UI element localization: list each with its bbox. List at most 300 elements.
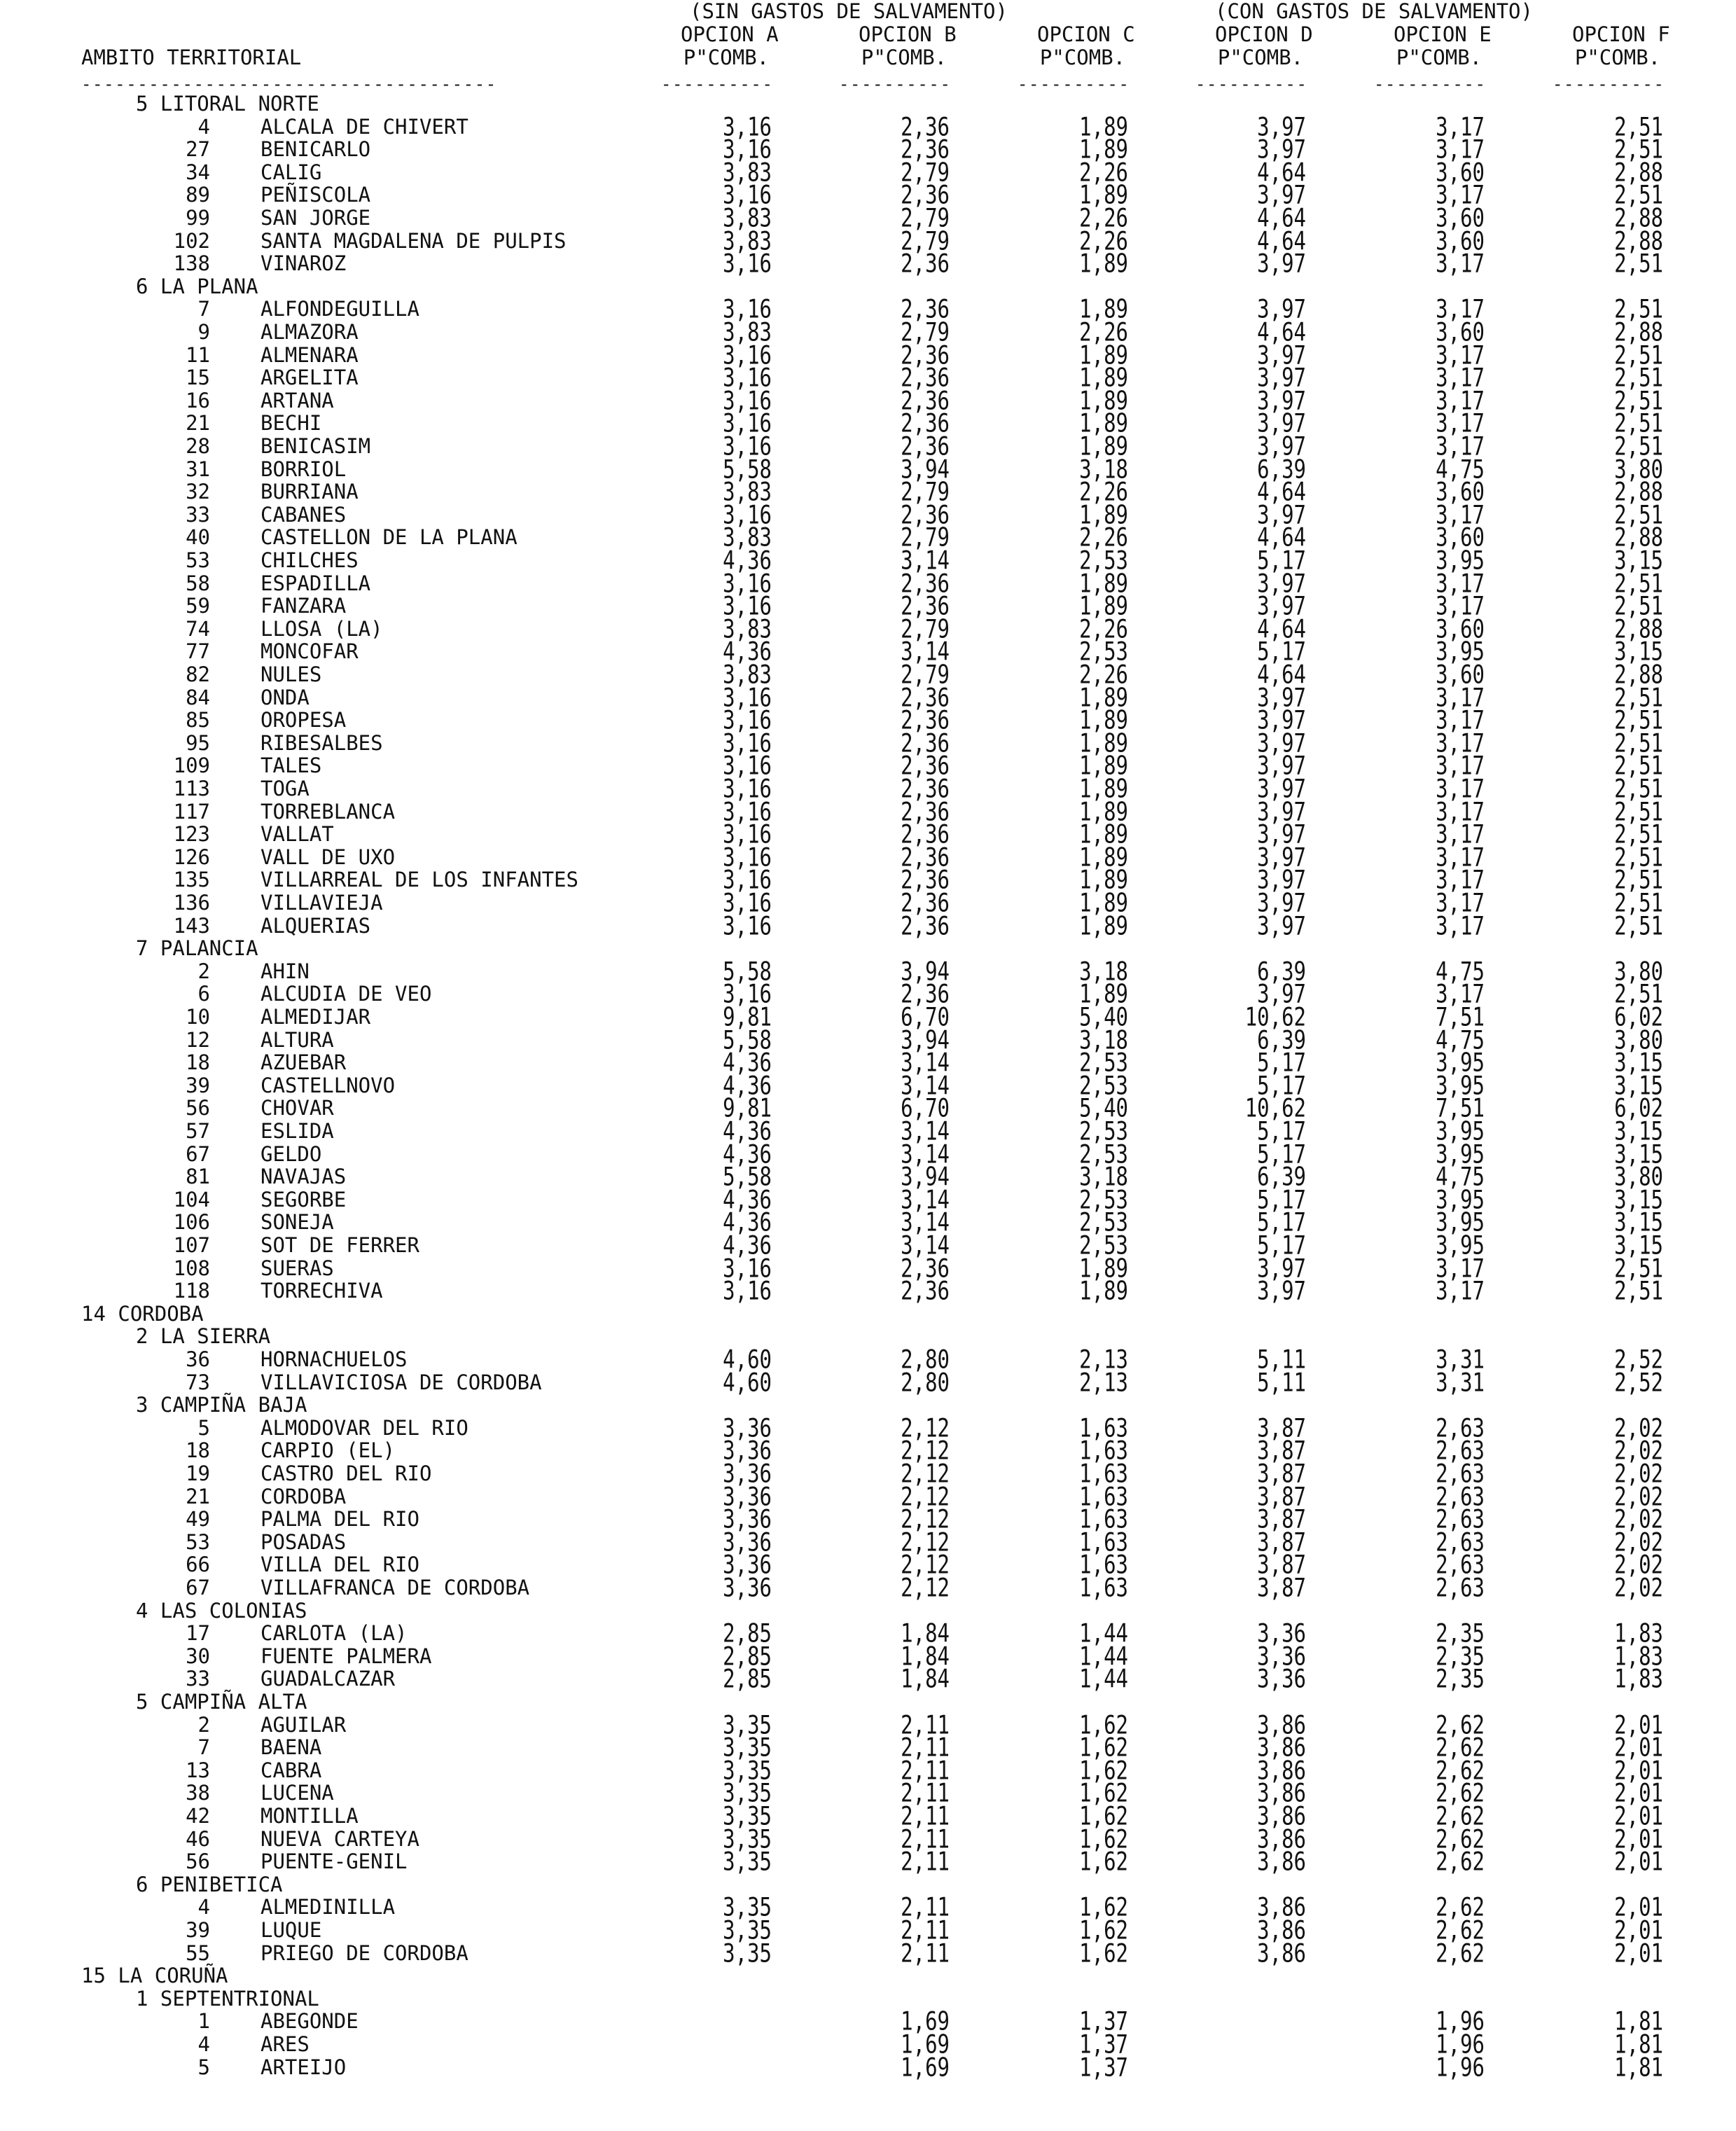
col-unit-a: P"COMB. [683, 46, 770, 69]
municipality-name: VILLARREAL DE LOS INFANTES [261, 868, 578, 892]
municipality-code: 53 [186, 548, 210, 572]
municipality-code: 99 [186, 206, 210, 230]
value-opcion-b: 2,36 [901, 819, 950, 849]
municipality-name: BECHI [261, 411, 322, 436]
value-opcion-f: 2,88 [1614, 157, 1663, 187]
value-opcion-a: 3,36 [723, 1436, 772, 1466]
value-opcion-f: 2,51 [1614, 340, 1663, 370]
value-opcion-c: 2,53 [1079, 637, 1128, 667]
value-opcion-e: 3,31 [1436, 1344, 1485, 1375]
value-opcion-c: 1,62 [1079, 1778, 1128, 1808]
municipality-name: VILLAFRANCA DE CORDOBA [261, 1576, 530, 1599]
value-opcion-b: 3,14 [901, 637, 950, 667]
value-opcion-b: 2,36 [901, 728, 950, 758]
municipality-name: CHOVAR [261, 1096, 334, 1120]
value-opcion-c: 2,26 [1079, 476, 1128, 507]
value-opcion-c: 2,53 [1079, 1116, 1128, 1146]
value-opcion-f: 6,02 [1614, 1001, 1663, 1032]
municipality-name: CARPIO (EL) [261, 1438, 396, 1463]
value-opcion-c: 1,89 [1079, 134, 1128, 165]
value-opcion-c: 2,26 [1079, 157, 1128, 187]
municipality-name: CASTELLNOVO [261, 1073, 396, 1097]
value-opcion-c: 2,53 [1079, 1207, 1128, 1237]
header-rule-ambito: ------------------------------------- [81, 74, 497, 94]
value-opcion-c: 1,89 [1079, 704, 1128, 735]
table-row [0, 1664, 1736, 1694]
municipality-code: 123 [173, 822, 210, 847]
municipality-code: 21 [186, 1484, 210, 1508]
municipality-name: TOGA [261, 777, 310, 800]
municipality-code: 108 [173, 1256, 210, 1280]
municipality-name: RIBESALBES [261, 730, 383, 755]
value-opcion-a: 3,16 [723, 294, 772, 324]
value-opcion-a: 3,16 [723, 910, 772, 940]
municipality-name: CASTRO DEL RIO [261, 1462, 432, 1485]
value-opcion-e: 2,63 [1436, 1550, 1485, 1580]
value-opcion-b: 3,14 [901, 1184, 950, 1214]
municipality-name: BAENA [261, 1735, 322, 1760]
municipality-code: 138 [173, 251, 210, 276]
value-opcion-f: 2,01 [1614, 1778, 1663, 1808]
value-opcion-a: 4,36 [723, 1047, 772, 1078]
value-opcion-d: 3,97 [1257, 590, 1306, 621]
value-opcion-c: 2,53 [1079, 1047, 1128, 1078]
value-opcion-e: 2,62 [1436, 1732, 1485, 1763]
municipality-code: 18 [186, 1438, 210, 1463]
value-opcion-b: 2,36 [901, 408, 950, 438]
municipality-code: 15 [186, 366, 210, 390]
value-opcion-d: 5,17 [1257, 1139, 1306, 1169]
value-opcion-a: 5,58 [723, 454, 772, 484]
value-opcion-b: 2,11 [901, 1709, 950, 1740]
municipality-name: TORRECHIVA [261, 1279, 383, 1303]
value-opcion-b: 2,36 [901, 842, 950, 872]
value-opcion-d: 3,97 [1257, 751, 1306, 781]
value-opcion-c: 2,53 [1079, 1184, 1128, 1214]
value-opcion-b: 2,12 [901, 1481, 950, 1511]
municipality-name: SUERAS [261, 1256, 334, 1280]
table-row [0, 1846, 1736, 1877]
value-opcion-a: 3,35 [723, 1892, 772, 1922]
value-opcion-d: 5,17 [1257, 1116, 1306, 1146]
value-opcion-c: 1,63 [1079, 1504, 1128, 1534]
value-opcion-d: 3,86 [1257, 1778, 1306, 1808]
value-opcion-c: 1,89 [1079, 1253, 1128, 1283]
province-heading [0, 1303, 1736, 1326]
municipality-code: 13 [186, 1758, 210, 1782]
value-opcion-f: 2,51 [1614, 294, 1663, 324]
municipality-code: 9 [197, 320, 210, 344]
value-opcion-e: 3,95 [1436, 1207, 1485, 1237]
value-opcion-d: 3,86 [1257, 1755, 1306, 1785]
value-opcion-c: 3,18 [1079, 1161, 1128, 1192]
value-opcion-d: 3,86 [1257, 1915, 1306, 1945]
value-opcion-f: 2,88 [1614, 476, 1663, 507]
value-opcion-f: 2,88 [1614, 613, 1663, 644]
col-header-opcion-d: OPCION D [1215, 22, 1313, 46]
municipality-code: 39 [186, 1918, 210, 1942]
header-rule-a: ---------- [661, 74, 774, 94]
municipality-code: 102 [173, 228, 210, 253]
value-opcion-f: 2,01 [1614, 1892, 1663, 1922]
value-opcion-e: 3,95 [1436, 1047, 1485, 1078]
municipality-code: 118 [173, 1279, 210, 1303]
value-opcion-b: 1,84 [901, 1664, 950, 1694]
value-opcion-c: 1,62 [1079, 1915, 1128, 1945]
value-opcion-d: 3,86 [1257, 1846, 1306, 1877]
value-opcion-a: 3,16 [723, 590, 772, 621]
value-opcion-d: 4,64 [1257, 476, 1306, 507]
municipality-name: VILLA DEL RIO [261, 1553, 419, 1577]
value-opcion-a: 4,36 [723, 1207, 772, 1237]
municipality-code: 84 [186, 685, 210, 709]
value-opcion-c: 1,63 [1079, 1550, 1128, 1580]
value-opcion-a: 3,36 [723, 1527, 772, 1557]
group-header-con-gastos: (CON GASTOS DE SALVAMENTO) [1215, 0, 1533, 23]
value-opcion-a: 3,36 [723, 1550, 772, 1580]
value-opcion-f: 3,15 [1614, 1139, 1663, 1169]
municipality-name: PUENTE-GENIL [261, 1849, 408, 1874]
value-opcion-a: 3,16 [723, 180, 772, 210]
value-opcion-b: 2,36 [901, 704, 950, 735]
value-opcion-a: 3,83 [723, 317, 772, 347]
value-opcion-c: 1,63 [1079, 1458, 1128, 1489]
municipality-code: 56 [186, 1849, 210, 1874]
value-opcion-f: 2,88 [1614, 202, 1663, 233]
value-opcion-d: 3,97 [1257, 979, 1306, 1009]
value-opcion-b: 2,36 [901, 910, 950, 940]
value-opcion-e: 3,17 [1436, 796, 1485, 826]
value-opcion-e: 2,62 [1436, 1800, 1485, 1831]
value-opcion-f: 3,15 [1614, 1070, 1663, 1100]
table-row [0, 1275, 1736, 1306]
value-opcion-b: 2,11 [901, 1915, 950, 1945]
value-opcion-a: 3,83 [723, 476, 772, 507]
municipality-name: ARGELITA [261, 366, 359, 390]
value-opcion-d: 4,64 [1257, 613, 1306, 644]
value-opcion-d: 3,97 [1257, 499, 1306, 529]
value-opcion-f: 2,51 [1614, 796, 1663, 826]
municipality-name: CHILCHES [261, 548, 359, 572]
value-opcion-d: 3,97 [1257, 773, 1306, 804]
value-opcion-b: 2,12 [901, 1412, 950, 1443]
municipality-code: 17 [186, 1621, 210, 1646]
value-opcion-e: 3,17 [1436, 865, 1485, 895]
region-label: 3 CAMPIÑA BAJA [136, 1393, 307, 1417]
value-opcion-d: 3,97 [1257, 865, 1306, 895]
municipality-code: 104 [173, 1187, 210, 1212]
value-opcion-b: 2,36 [901, 773, 950, 804]
municipality-code: 2 [197, 959, 210, 983]
municipality-name: GELDO [261, 1141, 322, 1166]
value-opcion-e: 3,17 [1436, 385, 1485, 415]
municipality-name: CASTELLON DE LA PLANA [261, 525, 518, 550]
value-opcion-c: 2,26 [1079, 317, 1128, 347]
value-opcion-b: 3,14 [901, 545, 950, 576]
value-opcion-b: 2,12 [901, 1504, 950, 1534]
value-opcion-e: 3,95 [1436, 1139, 1485, 1169]
value-opcion-f: 3,15 [1614, 1116, 1663, 1146]
value-opcion-c: 5,40 [1079, 1001, 1128, 1032]
value-opcion-d: 4,64 [1257, 659, 1306, 690]
value-opcion-e: 3,17 [1436, 340, 1485, 370]
municipality-name: ALTURA [261, 1027, 334, 1052]
value-opcion-a: 3,35 [723, 1846, 772, 1877]
municipality-code: 5 [197, 1415, 210, 1440]
value-opcion-d: 4,64 [1257, 522, 1306, 553]
value-opcion-d: 3,97 [1257, 111, 1306, 141]
value-opcion-a: 3,16 [723, 979, 772, 1009]
value-opcion-d: 3,97 [1257, 910, 1306, 940]
value-opcion-f: 6,02 [1614, 1093, 1663, 1123]
value-opcion-a: 5,58 [723, 956, 772, 986]
municipality-name: NULES [261, 662, 322, 686]
municipality-name: CABANES [261, 502, 347, 527]
value-opcion-c: 2,26 [1079, 659, 1128, 690]
col-header-opcion-a: OPCION A [681, 22, 779, 46]
municipality-code: 82 [186, 662, 210, 686]
value-opcion-c: 2,13 [1079, 1367, 1128, 1397]
value-opcion-d: 3,97 [1257, 1253, 1306, 1283]
value-opcion-e: 2,63 [1436, 1527, 1485, 1557]
municipality-code: 106 [173, 1210, 210, 1235]
value-opcion-c: 1,89 [1079, 773, 1128, 804]
value-opcion-e: 1,96 [1436, 2052, 1485, 2082]
value-opcion-b: 2,79 [901, 659, 950, 690]
municipality-code: 85 [186, 708, 210, 733]
value-opcion-e: 3,60 [1436, 202, 1485, 233]
value-opcion-b: 2,79 [901, 317, 950, 347]
value-opcion-f: 1,83 [1614, 1664, 1663, 1694]
value-opcion-c: 1,63 [1079, 1572, 1128, 1603]
value-opcion-a: 3,36 [723, 1412, 772, 1443]
value-opcion-e: 2,63 [1436, 1504, 1485, 1534]
municipality-code: 2 [197, 1712, 210, 1737]
value-opcion-c: 1,63 [1079, 1412, 1128, 1443]
value-opcion-e: 2,35 [1436, 1618, 1485, 1648]
value-opcion-b: 2,12 [901, 1458, 950, 1489]
value-opcion-e: 2,62 [1436, 1846, 1485, 1877]
value-opcion-e: 1,96 [1436, 2006, 1485, 2036]
value-opcion-f: 2,51 [1614, 431, 1663, 461]
col-unit-b: P"COMB. [861, 46, 947, 69]
value-opcion-f: 2,02 [1614, 1550, 1663, 1580]
region-label: 1 SEPTENTRIONAL [136, 1986, 319, 2011]
value-opcion-a: 3,35 [723, 1732, 772, 1763]
value-opcion-b: 2,80 [901, 1367, 950, 1397]
municipality-code: 117 [173, 799, 210, 824]
value-opcion-a: 3,36 [723, 1572, 772, 1603]
value-opcion-d: 5,17 [1257, 1047, 1306, 1078]
value-opcion-a: 5,58 [723, 1161, 772, 1192]
value-opcion-d: 3,97 [1257, 728, 1306, 758]
value-opcion-a: 3,36 [723, 1504, 772, 1534]
value-opcion-b: 3,94 [901, 1161, 950, 1192]
municipality-code: 32 [186, 480, 210, 504]
value-opcion-c: 1,89 [1079, 682, 1128, 712]
value-opcion-c: 1,62 [1079, 1938, 1128, 1968]
value-opcion-c: 1,89 [1079, 910, 1128, 940]
value-opcion-b: 3,14 [901, 1207, 950, 1237]
value-opcion-d: 3,97 [1257, 568, 1306, 598]
province-label: 14 CORDOBA [81, 1301, 204, 1326]
value-opcion-e: 3,17 [1436, 362, 1485, 393]
value-opcion-b: 2,36 [901, 340, 950, 370]
region-label: 2 LA SIERRA [136, 1324, 271, 1349]
value-opcion-e: 2,62 [1436, 1824, 1485, 1854]
value-opcion-a: 3,35 [723, 1800, 772, 1831]
value-opcion-a: 4,36 [723, 1184, 772, 1214]
value-opcion-c: 1,89 [1079, 979, 1128, 1009]
value-opcion-c: 1,44 [1079, 1664, 1128, 1694]
value-opcion-b: 2,12 [901, 1527, 950, 1557]
value-opcion-e: 3,17 [1436, 979, 1485, 1009]
value-opcion-d: 3,97 [1257, 796, 1306, 826]
value-opcion-f: 2,51 [1614, 682, 1663, 712]
value-opcion-c: 2,26 [1079, 202, 1128, 233]
value-opcion-b: 2,36 [901, 796, 950, 826]
value-opcion-c: 1,89 [1079, 751, 1128, 781]
municipality-code: 33 [186, 502, 210, 527]
value-opcion-e: 4,75 [1436, 454, 1485, 484]
municipality-code: 49 [186, 1507, 210, 1532]
value-opcion-a: 3,35 [723, 1938, 772, 1968]
municipality-code: 18 [186, 1050, 210, 1075]
municipality-code: 107 [173, 1233, 210, 1257]
value-opcion-a: 4,36 [723, 1116, 772, 1146]
value-opcion-a: 3,83 [723, 613, 772, 644]
value-opcion-a: 3,16 [723, 408, 772, 438]
value-opcion-d: 3,97 [1257, 431, 1306, 461]
municipality-code: 81 [186, 1165, 210, 1189]
value-opcion-f: 3,80 [1614, 454, 1663, 484]
region-label: 5 CAMPIÑA ALTA [136, 1690, 307, 1714]
value-opcion-f: 2,51 [1614, 842, 1663, 872]
value-opcion-c: 1,62 [1079, 1732, 1128, 1763]
value-opcion-c: 1,44 [1079, 1641, 1128, 1671]
municipality-name: ALMEDINILLA [261, 1895, 396, 1920]
value-opcion-a: 3,16 [723, 1253, 772, 1283]
value-opcion-d: 3,86 [1257, 1800, 1306, 1831]
value-opcion-d: 3,97 [1257, 887, 1306, 918]
value-opcion-d: 3,97 [1257, 704, 1306, 735]
value-opcion-a: 3,16 [723, 1275, 772, 1306]
value-opcion-d: 3,87 [1257, 1436, 1306, 1466]
province-label: 15 LA CORUÑA [81, 1964, 228, 1988]
value-opcion-d: 3,97 [1257, 408, 1306, 438]
value-opcion-a: 3,16 [723, 134, 772, 165]
municipality-name: ALCUDIA DE VEO [261, 982, 432, 1006]
municipality-code: 59 [186, 594, 210, 618]
value-opcion-a: 3,16 [723, 499, 772, 529]
municipality-name: ESPADILLA [261, 571, 371, 595]
municipality-name: CABRA [261, 1758, 322, 1782]
municipality-code: 19 [186, 1462, 210, 1485]
value-opcion-b: 2,36 [901, 294, 950, 324]
value-opcion-d: 4,64 [1257, 202, 1306, 233]
municipality-name: LUQUE [261, 1918, 322, 1942]
value-opcion-f: 2,01 [1614, 1709, 1663, 1740]
value-opcion-a: 3,36 [723, 1458, 772, 1489]
municipality-name: BENICARLO [261, 137, 371, 162]
table-row [0, 2052, 1736, 2082]
value-opcion-d: 3,97 [1257, 180, 1306, 210]
municipality-name: PRIEGO DE CORDOBA [261, 1941, 468, 1965]
value-opcion-b: 1,69 [901, 2006, 950, 2036]
value-opcion-f: 2,01 [1614, 1732, 1663, 1763]
value-opcion-e: 3,17 [1436, 682, 1485, 712]
region-label: 4 LAS COLONIAS [136, 1598, 307, 1623]
municipality-name: CORDOBA [261, 1484, 347, 1508]
value-opcion-c: 1,37 [1079, 2006, 1128, 2036]
value-opcion-b: 1,84 [901, 1641, 950, 1671]
value-opcion-a: 3,16 [723, 111, 772, 141]
value-opcion-e: 3,17 [1436, 773, 1485, 804]
municipality-name: ALQUERIAS [261, 913, 371, 938]
table-row [0, 910, 1736, 940]
value-opcion-f: 2,51 [1614, 248, 1663, 279]
value-opcion-f: 1,81 [1614, 2052, 1663, 2082]
value-opcion-d: 6,39 [1257, 1025, 1306, 1055]
value-opcion-e: 3,17 [1436, 1253, 1485, 1283]
municipality-code: 113 [173, 777, 210, 800]
municipality-code: 126 [173, 845, 210, 869]
value-opcion-d: 5,17 [1257, 1070, 1306, 1100]
municipality-name: ONDA [261, 685, 310, 709]
municipality-name: ALMODOVAR DEL RIO [261, 1415, 468, 1440]
value-opcion-f: 2,88 [1614, 522, 1663, 553]
value-opcion-c: 1,89 [1079, 1275, 1128, 1306]
value-opcion-f: 2,88 [1614, 659, 1663, 690]
value-opcion-c: 1,89 [1079, 842, 1128, 872]
municipality-name: PEÑISCOLA [261, 183, 371, 207]
municipality-name: MONCOFAR [261, 639, 359, 664]
value-opcion-e: 2,62 [1436, 1755, 1485, 1785]
value-opcion-b: 2,11 [901, 1732, 950, 1763]
municipality-code: 12 [186, 1027, 210, 1052]
value-opcion-a: 3,16 [723, 751, 772, 781]
value-opcion-e: 2,63 [1436, 1572, 1485, 1603]
value-opcion-f: 2,01 [1614, 1938, 1663, 1968]
value-opcion-d: 3,97 [1257, 842, 1306, 872]
value-opcion-d: 3,97 [1257, 819, 1306, 849]
value-opcion-e: 3,60 [1436, 225, 1485, 256]
municipality-code: 66 [186, 1553, 210, 1577]
value-opcion-a: 3,35 [723, 1778, 772, 1808]
value-opcion-c: 2,26 [1079, 225, 1128, 256]
value-opcion-a: 4,36 [723, 545, 772, 576]
value-opcion-f: 2,51 [1614, 887, 1663, 918]
value-opcion-f: 2,01 [1614, 1846, 1663, 1877]
value-opcion-f: 2,51 [1614, 865, 1663, 895]
value-opcion-a: 4,36 [723, 637, 772, 667]
value-opcion-d: 4,64 [1257, 157, 1306, 187]
value-opcion-a: 3,83 [723, 522, 772, 553]
municipality-code: 4 [197, 2032, 210, 2056]
value-opcion-d: 3,87 [1257, 1458, 1306, 1489]
municipality-name: VALLAT [261, 822, 334, 847]
value-opcion-c: 1,89 [1079, 499, 1128, 529]
value-opcion-f: 2,51 [1614, 751, 1663, 781]
value-opcion-a: 3,16 [723, 728, 772, 758]
value-opcion-e: 3,17 [1436, 887, 1485, 918]
value-opcion-b: 2,79 [901, 522, 950, 553]
value-opcion-a: 4,36 [723, 1139, 772, 1169]
value-opcion-f: 2,51 [1614, 499, 1663, 529]
value-opcion-e: 3,95 [1436, 1116, 1485, 1146]
value-opcion-b: 2,12 [901, 1436, 950, 1466]
value-opcion-d: 5,11 [1257, 1344, 1306, 1375]
